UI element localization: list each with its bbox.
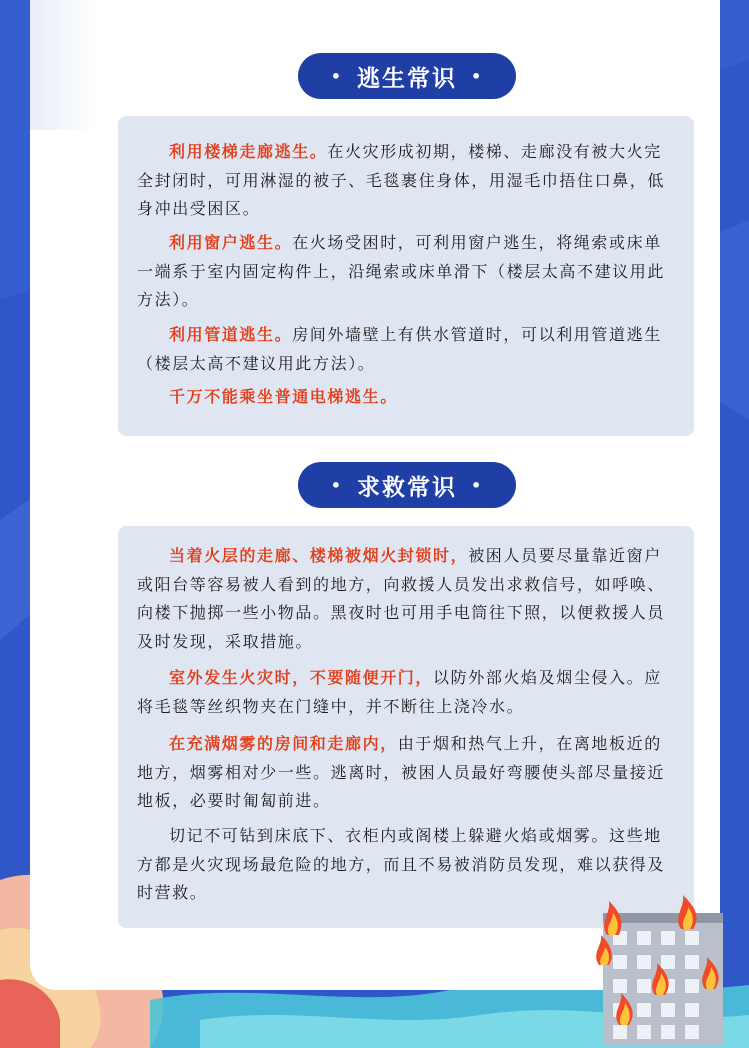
escape-item-highlight: 利用楼梯走廊逃生。: [169, 142, 328, 161]
section-title-text: 求救常识: [357, 474, 457, 501]
rescue-item-text: 切记不可钻到床底下、衣柜内或阁楼上躲避火焰或烟雾。这些地方都是火灾现场最危险的地方，而且不易被消防员发现，难以获得及时营救。: [137, 826, 666, 902]
escape-item-text: 在火场受困时，可利用窗户逃生，将绳索或床单一端系于室内固定构件上，沿绳索或床单滑下（楼层太高不建议用此方法）。: [137, 233, 666, 309]
section-title-text: 逃生常识: [357, 65, 457, 92]
section-title-rescue: • 求救常识 •: [298, 462, 516, 508]
rescue-item-text: 被困人员要尽量靠近窗户或阳台等容易被人看到的地方，向救援人员发出求救信号，如呼唤、向楼下抛掷一些小物品。黑夜时也可用手电筒往下照，以便救援人员及时发现，采取措施。: [137, 546, 666, 651]
section-title-escape: • 逃生常识 •: [298, 53, 516, 99]
rescue-item-corridor: [137, 542, 677, 656]
escape-item-text: 在火灾形成初期，楼梯、走廊没有被大火完全封闭时，可用淋湿的被子、毛毯裹住身体，用湿毛巾捂住口鼻，低身冲出受困区。: [137, 142, 666, 218]
rescue-item-highlight: 室外发生火灾时，不要随便开门，: [169, 668, 434, 687]
rescue-item-text: 以防外部火焰及烟尘侵入。应将毛毯等丝织物夹在门缝中，并不断往上浇冷水。: [137, 668, 662, 716]
escape-item-stairs: [137, 138, 677, 224]
burning-building-icon: [585, 895, 735, 1045]
escape-item-text: 房间外墙壁上有供水管道时，可以利用管道逃生（楼层太高不建议用此方法）。: [137, 325, 662, 373]
escape-item-highlight: 千万不能乘坐普通电梯逃生。: [169, 387, 398, 406]
rescue-item-text: 由于烟和热气上升，在离地板近的地方，烟雾相对少一些。逃离时，被困人员最好弯腰使头部尽量接近地板，必要时匍匐前进。: [137, 734, 666, 810]
escape-item-highlight: 利用管道逃生。: [169, 325, 293, 344]
rescue-item-highlight: 在充满烟雾的房间和走廊内，: [169, 734, 398, 753]
rescue-item-smoke: [137, 730, 677, 816]
escape-item-highlight: 利用窗户逃生。: [169, 233, 293, 252]
page-curl: [30, 0, 95, 130]
escape-item-pipe: [137, 321, 677, 378]
rescue-item-highlight: 当着火层的走廊、楼梯被烟火封锁时，: [169, 546, 469, 565]
rescue-item-door: [137, 664, 677, 721]
escape-item-window: [137, 229, 677, 315]
escape-item-elevator: [137, 383, 677, 412]
